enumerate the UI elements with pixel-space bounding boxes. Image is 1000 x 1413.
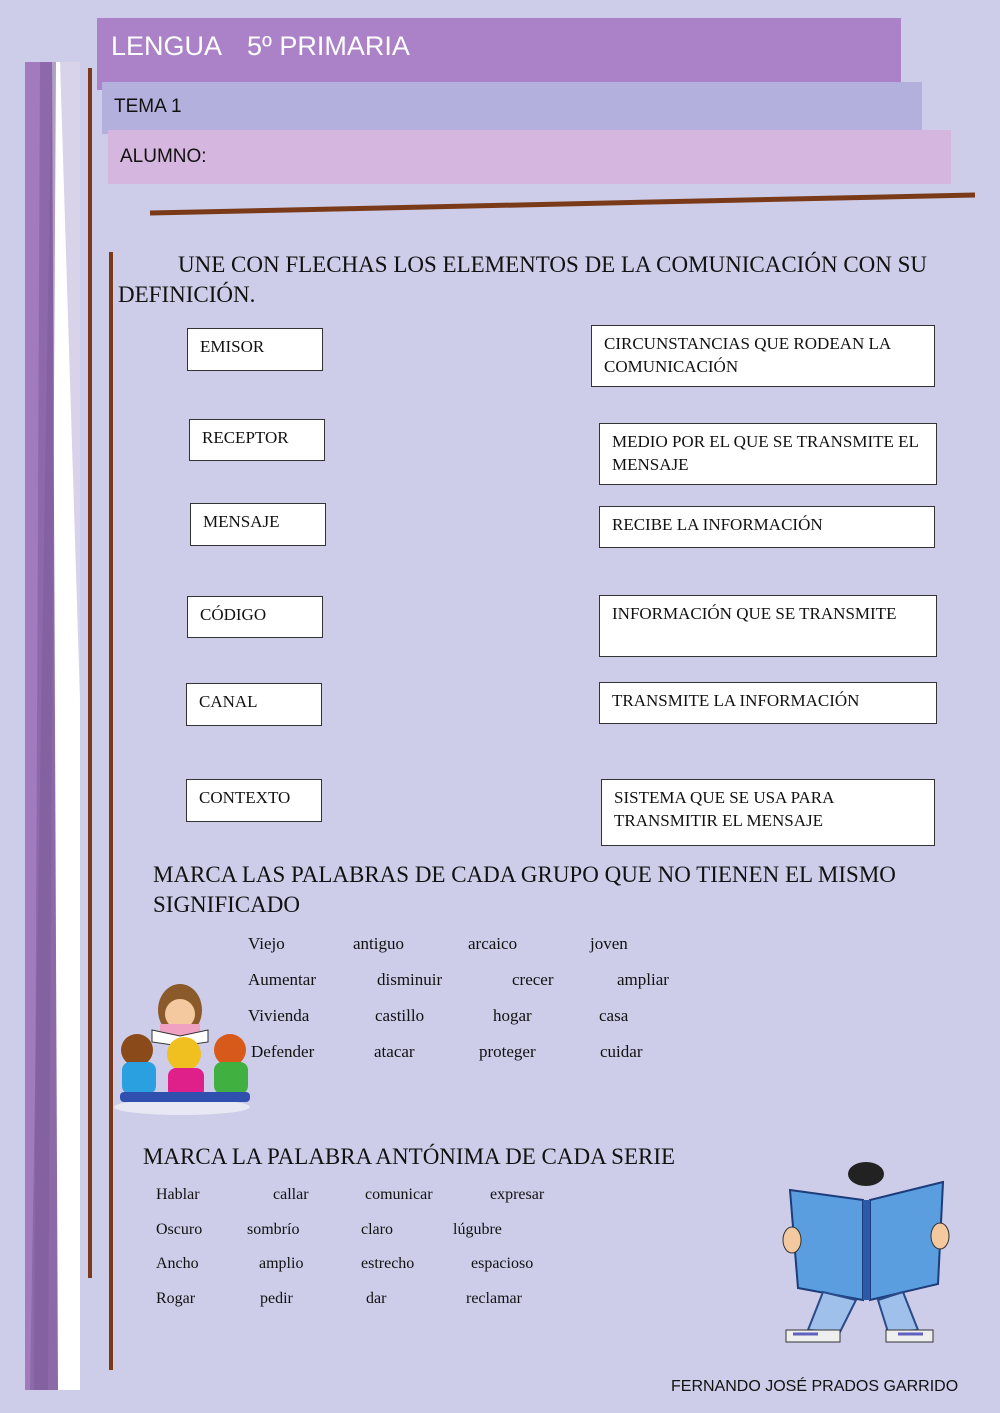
term-box-mensaje: MENSAJE	[190, 503, 326, 546]
term-box-codigo: CÓDIGO	[187, 596, 323, 638]
children-reading-illustration	[112, 982, 257, 1117]
definition-box-3: RECIBE LA INFORMACIÓN	[599, 506, 935, 548]
word: callar	[273, 1186, 309, 1203]
exercise3-instruction: MARCA LA PALABRA ANTÓNIMA DE CADA SERIE	[143, 1144, 676, 1169]
word: proteger	[479, 1042, 536, 1061]
author-footer: FERNANDO JOSÉ PRADOS GARRIDO	[671, 1378, 959, 1395]
topic-label: TEMA 1	[114, 96, 182, 117]
word: Vivienda	[248, 1006, 310, 1025]
word: Defender	[251, 1042, 315, 1061]
word: casa	[599, 1006, 629, 1025]
word: joven	[590, 934, 628, 953]
exercise2-instruction: MARCA LAS PALABRAS DE CADA GRUPO QUE NO TIENEN EL MISMO SIGNIFICADO	[153, 862, 896, 917]
term-box-emisor: EMISOR	[187, 328, 323, 371]
word: Aumentar	[248, 970, 316, 989]
word: antiguo	[353, 934, 404, 953]
definition-box-6: SISTEMA QUE SE USA PARA TRANSMITIR EL MENSAJE	[601, 779, 935, 846]
word: claro	[361, 1221, 393, 1238]
word: dar	[366, 1290, 387, 1307]
word: hogar	[493, 1006, 532, 1025]
word: amplio	[259, 1255, 304, 1272]
definition-box-4: INFORMACIÓN QUE SE TRANSMITE	[599, 595, 937, 657]
word: lúgubre	[453, 1221, 502, 1238]
student-label: ALUMNO:	[120, 146, 207, 167]
exercise1-instruction: UNE CON FLECHAS LOS ELEMENTOS DE LA COMUNICACIÓN CON SU DEFINICIÓN.	[118, 252, 928, 307]
subject-title: LENGUA	[111, 31, 223, 61]
definition-box-2: MEDIO POR EL QUE SE TRANSMITE EL MENSAJE	[599, 423, 937, 485]
word: Rogar	[156, 1290, 196, 1307]
word: comunicar	[365, 1186, 433, 1203]
word: reclamar	[466, 1290, 522, 1307]
definition-box-1: CIRCUNSTANCIAS QUE RODEAN LA COMUNICACIÓN	[591, 325, 935, 387]
word: Viejo	[248, 934, 285, 953]
term-box-canal: CANAL	[186, 683, 322, 726]
word: estrecho	[361, 1255, 415, 1272]
grade-title: 5º PRIMARIA	[247, 31, 410, 61]
word: Ancho	[156, 1255, 199, 1272]
word: atacar	[374, 1042, 415, 1061]
word: cuidar	[600, 1042, 643, 1061]
word: Oscuro	[156, 1221, 203, 1238]
word: espacioso	[471, 1255, 534, 1272]
header-divider	[0, 0, 1000, 230]
word: sombrío	[247, 1221, 300, 1238]
word: expresar	[490, 1186, 545, 1203]
term-box-receptor: RECEPTOR	[189, 419, 325, 461]
child-reading-book-illustration	[778, 1160, 953, 1355]
content-left-rule	[109, 252, 113, 1370]
term-box-contexto: CONTEXTO	[186, 779, 322, 822]
word: crecer	[512, 970, 554, 989]
word: Hablar	[156, 1186, 200, 1203]
word: castillo	[375, 1006, 425, 1025]
word: disminuir	[377, 970, 443, 989]
word: pedir	[260, 1290, 293, 1307]
word: arcaico	[468, 934, 518, 953]
definition-box-5: TRANSMITE LA INFORMACIÓN	[599, 682, 937, 724]
word: ampliar	[617, 970, 669, 989]
